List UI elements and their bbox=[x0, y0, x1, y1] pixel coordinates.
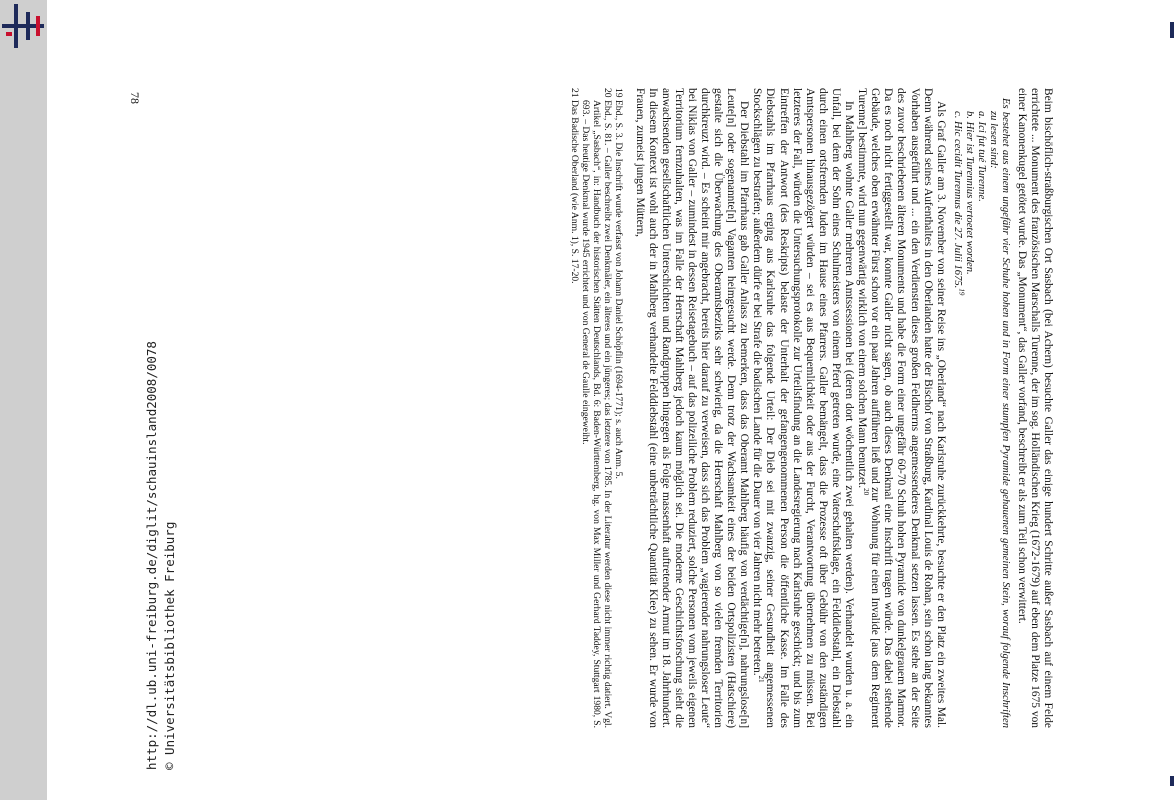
footnote: 19 Ebd., S. 3. Die Inschrift wurde verfasst von Johann Daniel Schöpflin (1694-1771); s. auch Anm. 5. bbox=[613, 88, 625, 479]
paragraph: Beim bischöflich-straßburgischen Ort Sasbach (bei Achern) besuchte Galler das einige hundert Schritte außer Sasbach auf einem Felde errichtete ... Monument des französischen Marschalls Turenne, der im sog. Holländischen Krieg (1672-1679) auf eben dem Platze 1675 von einer Kanonenkugel getötet wurde. Das „Monument“, das Galler vorfand, beschreibt er als zum Teil schon verwittert. bbox=[1015, 88, 1054, 728]
paragraph: Als Graf Galler am 3. November von seiner Reise ins „Oberland“ nach Karlsruhe zurückkehrte, besuchte er den Platz ein zweites Mal. Denn während seines Aufenthaltes in den Oberlanden hatte der Bischof von Straßburg, Kardinal Louis de Rohan, sein schon lang bekanntes Vorhaben ausgeführt und ... ein den Verdiensten dieses großen Feldherrns angemessenderes Denkmal setzen lassen. Es stehe an der Seite des zuvor beschriebenen älteren Monuments und habe die Form einer ungefähr 60-70 Schuh hohen Pyramide von dunkelgrauem Marmor. Da es noch nicht fertiggestellt war, konnte Galler nicht sagen, ob auch dieses Denkmal eine Inschrift tragen würde. Das dabei stehende Gebäude, welches oben erwähnter Fürst schon vor ein paar Jahren aufführen ließ und zur Wohnung für einen Invalide [aus dem Regiment Turenne] bestimmte, wird nun gegenwärtig wirklich von einem solchen Mann benutzet. bbox=[856, 88, 947, 728]
body-text bbox=[569, 88, 1054, 728]
scanned-page bbox=[48, 0, 1148, 780]
quote-item: b. Hier ist Turennius vertoetet worden. bbox=[963, 111, 975, 275]
block-quote bbox=[951, 88, 1011, 728]
page-number: 78 bbox=[128, 92, 142, 104]
footnotes bbox=[569, 88, 624, 728]
viewer-left-bar bbox=[0, 0, 47, 800]
quote-text: Es bestehet aus einem ungefähr vier Schuhe hohen und in Form einer stumpfen Pyramide gehauenen gemeinen Stein, worauf folgende Inschriften zu lesen sind: bbox=[987, 98, 1011, 728]
quote-item: c. Hic cecidit Turennus die 27. Julii 1675. bbox=[951, 111, 963, 289]
paragraph: In Mahlberg wohnte Galler mehreren Amtssessionen bei (deren dort wöchentlich zwei gehalten werden). Verhandelt wurden u. a. ein Unfall, bei dem der Sohn eines Schulmeisters von einem Pferd getreten wurde, eine Vaterschaftsklage, ein Felddiebstahl, ein Diebstahl durch einen ortsfremden Juden im Hause eines Pfarrers. Galler bemängelt, dass die Prozesse oft über Gebühr von den zuständigen Amtspersonen hinausgezögert würden – sei es aus Bequemlichkeit oder aus der Furcht, Verantwortung übernehmen zu müssen. Bei letzteres der Fall, würden die Untersuchungsprotokolle zur Urteilsfindung an die Landesregierung nach Karlsruhe geschickt; und bis zum Eintreffen der Antwort (des Reskripts) belaste der Unterhalt der gefangengenommenen Person die öffentliche Kasse. Im Falle des Diebstahls im Pfarrhaus erging aus Karlsruhe das folgende Urteil: Der Dieb sei mit zwanzig, seiner Gesundheit angemessenen Stockschlägen zu bestrafen; außerdem dürfe er bei Strafe die badischen Lande für die Dauer von vier Jahren nicht mehr betreten. bbox=[751, 88, 856, 728]
footnote-ref: 20 bbox=[861, 488, 870, 496]
footnote-ref: 19 bbox=[957, 288, 966, 296]
digital-library-logo-icon bbox=[2, 2, 44, 48]
paragraph: Der Diebstahl im Pfarrhaus gab Galler Anlass zu bemerken, dass das Oberamt Mahlberg häufig von verdächtige[n], nahrungslose[n] Leute[n] oder sogenannte[n] Vaganten heimgesucht werde. Denn trotz der Wachsamkeit eines der beiden Ortspolizisten (Hatschiere) gestalte sich die Überwachung des Oberamtsbezirks sehr schwierig, da die Herrschaft Mahlberg von so vielen fremden Territorien durchkreuzt wird. – Es scheint mir angebracht, bereits hier darauf zu verweisen, dass sich das Problem „vagierender nahrungsloser Leute“ bei Niklas von Galler – zumindest in dessen Reisetagebuch – auf das polizeiliche Problem reduziert, solche Personen vom jeweils eigenen Territorium fernzuhalten, was im Falle der Herrschaft Mahlberg jedoch kaum möglich sei. Die moderne Geschichtsforschung sieht die anwachsenden gesellschaftlichen Unterschichten und Randgruppen hingegen als Folge massenhaft auftretender Armut im 18. Jahrhundert. In diesem Kontext ist wohl auch der in Mahlberg verhandelte Felddiebstahl (eine unbeträchtliche Quantität Klee) zu sehen. Er wurde von Frauen, zumeist jungen Müttern, bbox=[633, 88, 751, 728]
page-edge-marker bbox=[1164, 0, 1176, 800]
quote-item: a. Ici fut tué Turenne. bbox=[975, 111, 987, 202]
footnote-ref: 21 bbox=[757, 675, 766, 683]
copyright-text: © Universitätsbibliothek Freiburg bbox=[162, 521, 177, 770]
source-url[interactable]: http://dl.ub.uni-freiburg.de/diglit/schauinsland2008/0078 bbox=[144, 341, 159, 770]
footnote: 20 Ebd., S. 81. – Galler beschreibt zwei Denkmäler, ein älteres und ein jüngeres; das letztere von 1785. In der Literatur werden diese nicht immer richtig datiert. Vgl. Artikel „Sasbach“, in: Handbuch der historischen Stätten Deutschlands, Bd. 6: Baden-Württemberg, hg. von Max Miller und Gerhard Taddey, Stuttgart 1980, S. 693. – Das heutige Denkmal wurde 1945 errichtet und von General de Gaulle eingeweiht. bbox=[580, 88, 614, 728]
footnote: 21 Das Badische Oberland (wie Anm. 1), S. 17-20. bbox=[569, 88, 581, 284]
page-content bbox=[48, 0, 1148, 780]
